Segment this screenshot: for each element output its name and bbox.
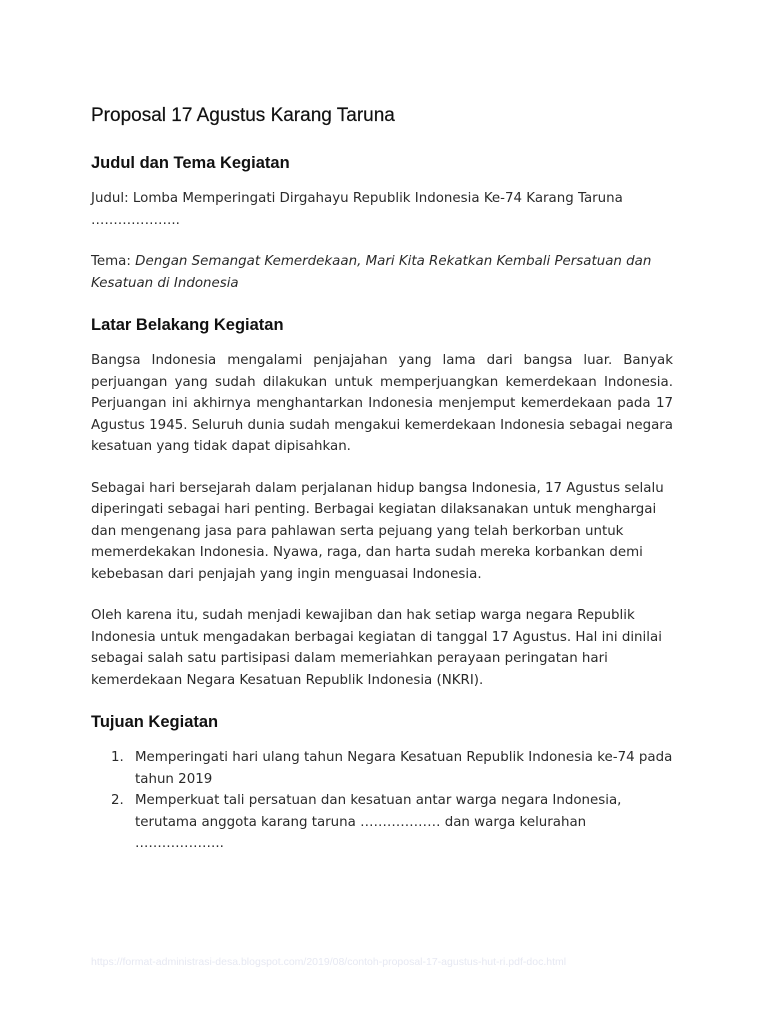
tema-label: Tema: bbox=[91, 254, 136, 269]
list-item-text: Memperkuat tali persatuan dan kesatuan antar warga negara Indonesia, terutama anggota karang taruna ……………… dan warga kelurahan ……………….. bbox=[135, 793, 622, 851]
list-item bbox=[91, 747, 673, 790]
list-item-number: 1. bbox=[111, 750, 124, 765]
footer-source-url[interactable]: https://format-administrasi-desa.blogspot.com/2019/08/contoh-proposal-17-agustus-hut-ri.pdf-doc.html bbox=[91, 956, 567, 968]
section-heading-tujuan: Tujuan Kegiatan bbox=[91, 713, 219, 731]
tujuan-list bbox=[91, 747, 673, 855]
tema-paragraph bbox=[91, 251, 673, 294]
document-page bbox=[91, 104, 673, 855]
judul-paragraph: Judul: Lomba Memperingati Dirgahayu Republik Indonesia Ke-74 Karang Taruna ……………….. bbox=[91, 191, 623, 228]
document-title: Proposal 17 Agustus Karang Taruna bbox=[91, 105, 395, 126]
section-heading-judul-tema: Judul dan Tema Kegiatan bbox=[91, 154, 290, 172]
tema-text: Dengan Semangat Kemerdekaan, Mari Kita Rekatkan Kembali Persatuan dan Kesatuan di Indonesia bbox=[91, 254, 652, 291]
latar-paragraph-1: Bangsa Indonesia mengalami penjajahan yang lama dari bangsa luar. Banyak perjuangan yang sudah dilakukan untuk memperjuangkan kemerdekaan Indonesia. Perjuangan ini akhirnya menghantarkan Indonesia menjemput kemerdekaan pada 17 Agustus 1945. Seluruh dunia sudah mengakui kemerdekaan Indonesia sebagai negara kesatuan yang tidak dapat dipisahkan. bbox=[91, 353, 673, 454]
list-item-text: Memperingati hari ulang tahun Negara Kesatuan Republik Indonesia ke-74 pada tahun 2019 bbox=[135, 750, 673, 787]
latar-paragraph-2: Sebagai hari bersejarah dalam perjalanan hidup bangsa Indonesia, 17 Agustus selalu diperingati sebagai hari penting. Berbagai kegiatan dilaksanakan untuk menghargai dan mengenang jasa para pahlawan serta pejuang yang telah berkorban untuk memerdekakan Indonesia. Nyawa, raga, dan harta sudah mereka korbankan demi kebebasan dari penjajah yang ingin menguasai Indonesia. bbox=[91, 480, 664, 582]
list-item-number: 2. bbox=[111, 793, 124, 808]
latar-paragraph-3: Oleh karena itu, sudah menjadi kewajiban dan hak setiap warga negara Republik Indonesia untuk mengadakan berbagai kegiatan di tanggal 17 Agustus. Hal ini dinilai sebagai salah satu partisipasi dalam memeriahkan perayaan peringatan hari kemerdekaan Negara Kesatuan Republik Indonesia (NKRI). bbox=[91, 608, 662, 688]
list-item bbox=[91, 790, 673, 855]
section-heading-latar-belakang: Latar Belakang Kegiatan bbox=[91, 316, 284, 334]
